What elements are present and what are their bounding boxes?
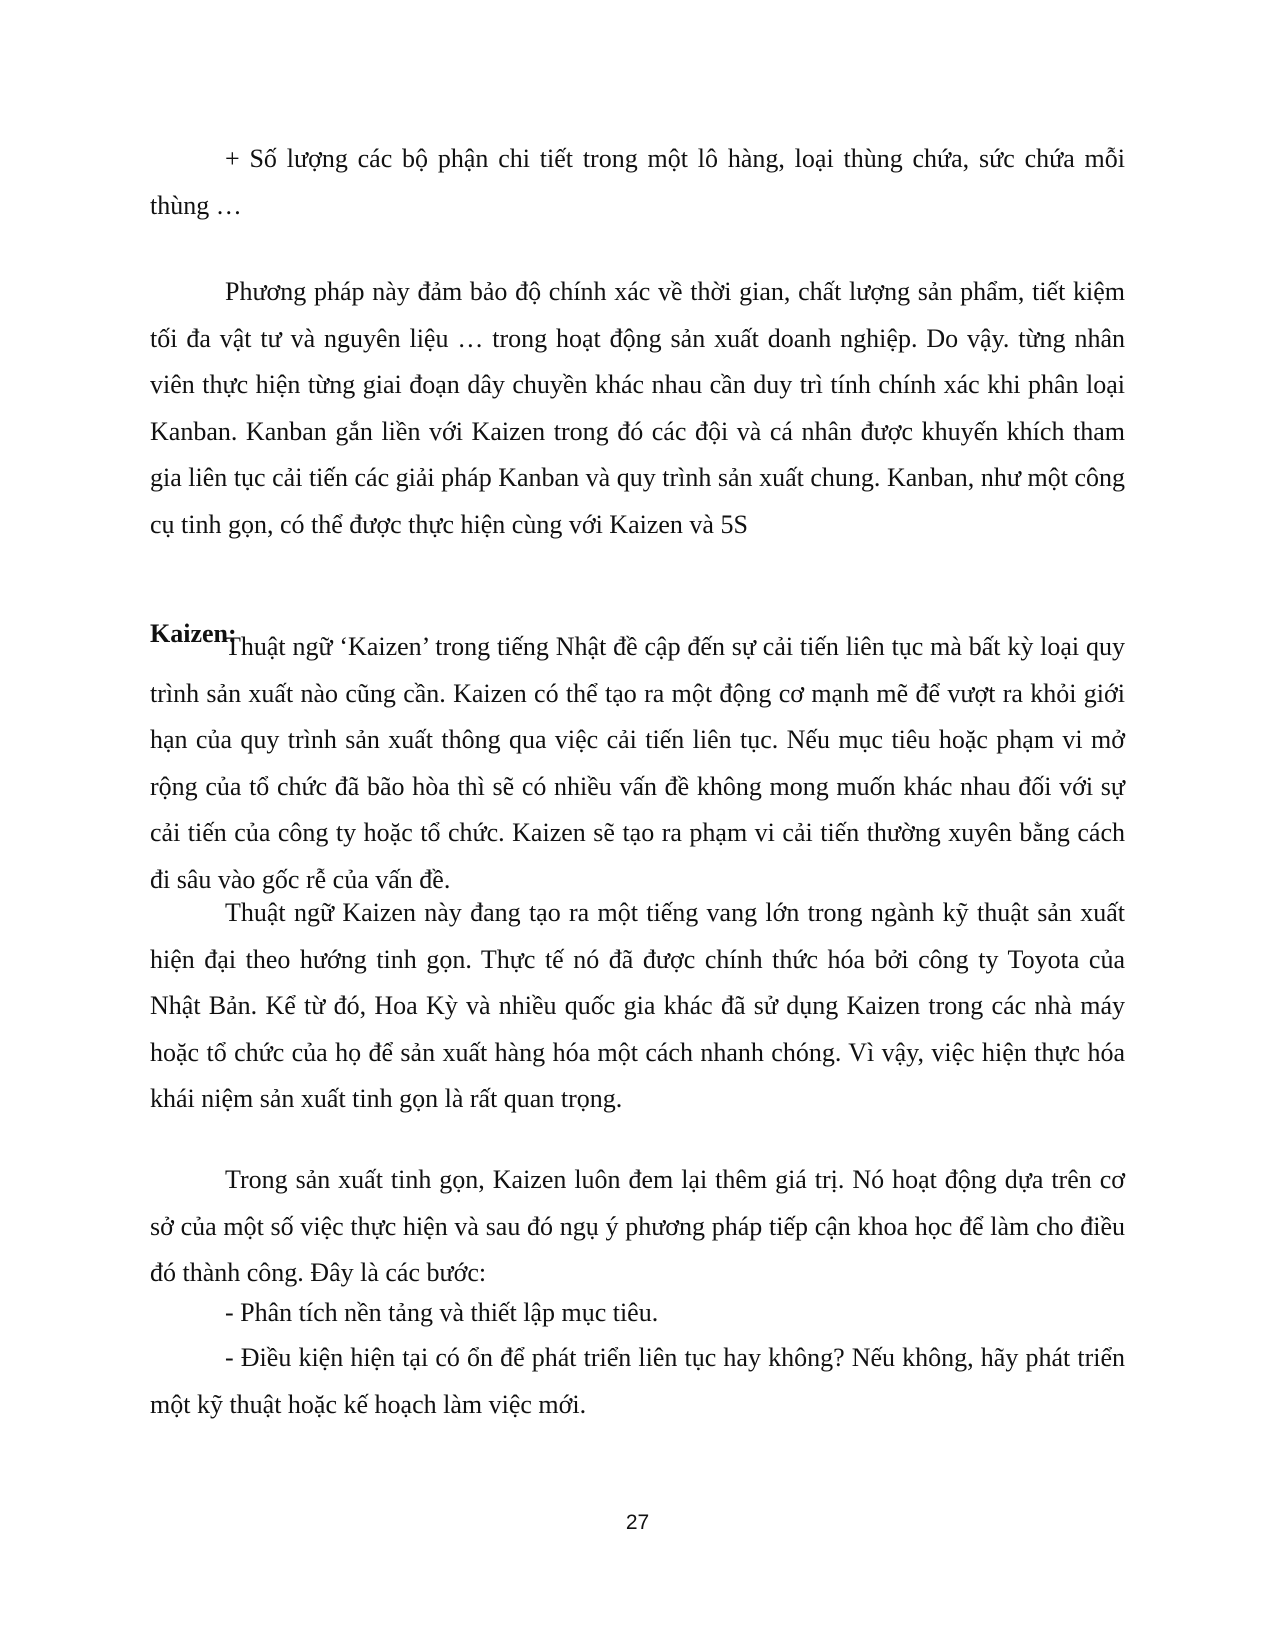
paragraph-kaizen-lean: Trong sản xuất tinh gọn, Kaizen luôn đem lại thêm giá trị. Nó hoạt động dựa trên cơ sở của một số việc thực hiện và sau đó ngụ ý phương pháp tiếp cận khoa học để làm cho điều đó thành công. Đây là các bước: <box>150 1165 1125 1287</box>
paragraph-kaizen-history: Thuật ngữ Kaizen này đang tạo ra một tiếng vang lớn trong ngành kỹ thuật sản xuất hiện đại theo hướng tinh gọn. Thực tế nó đã được chính thức hóa bởi công ty Toyota của Nhật Bản. Kể từ đó, Hoa Kỳ và nhiều quốc gia khác đã sử dụng Kaizen trong các nhà máy hoặc tổ chức của họ để sản xuất hàng hóa một cách nhanh chóng. Vì vậy, việc hiện thực hóa khái niệm sản xuất tinh gọn là rất quan trọng. <box>150 898 1125 1113</box>
paragraph-kaizen-definition: Thuật ngữ ‘Kaizen’ trong tiếng Nhật đề cập đến sự cải tiến liên tục mà bất kỳ loại quy trình sản xuất nào cũng cần. Kaizen có thể tạo ra một động cơ mạnh mẽ để vượt ra khỏi giới hạn của quy trình sản xuất thông qua việc cải tiến liên tục. Nếu mục tiêu hoặc phạm vi mở rộng của tổ chức đã bão hòa thì sẽ có nhiều vấn đề không mong muốn khác nhau đối với sự cải tiến của công ty hoặc tổ chức. Kaizen sẽ tạo ra phạm vi cải tiến thường xuyên bằng cách đi sâu vào gốc rễ của vấn đề. <box>150 632 1125 894</box>
list-item-step-1: - Phân tích nền tảng và thiết lập mục tiêu. <box>225 1298 659 1327</box>
paragraph-kanban-method: Phương pháp này đảm bảo độ chính xác về thời gian, chất lượng sản phẩm, tiết kiệm tối đa vật tư và nguyên liệu … trong hoạt động sản xuất doanh nghiệp. Do vậy. từng nhân viên thực hiện từng giai đoạn dây chuyền khác nhau cần duy trì tính chính xác khi phân loại Kanban. Kanban gắn liền với Kaizen trong đó các đội và cá nhân được khuyến khích tham gia liên tục cải tiến các giải pháp Kanban và quy trình sản xuất chung. Kanban, như một công cụ tinh gọn, có thể được thực hiện cùng với Kaizen và 5S <box>150 277 1125 539</box>
list-item-step-2: - Điều kiện hiện tại có ổn để phát triển liên tục hay không? Nếu không, hãy phát triển một kỹ thuật hoặc kế hoạch làm việc mới. <box>150 1343 1125 1419</box>
page-number: 27 <box>625 1511 650 1534</box>
paragraph-container-capacity: + Số lượng các bộ phận chi tiết trong một lô hàng, loại thùng chứa, sức chứa mỗi thùng … <box>150 144 1125 220</box>
section-heading-kaizen: Kaizen: <box>150 619 237 648</box>
